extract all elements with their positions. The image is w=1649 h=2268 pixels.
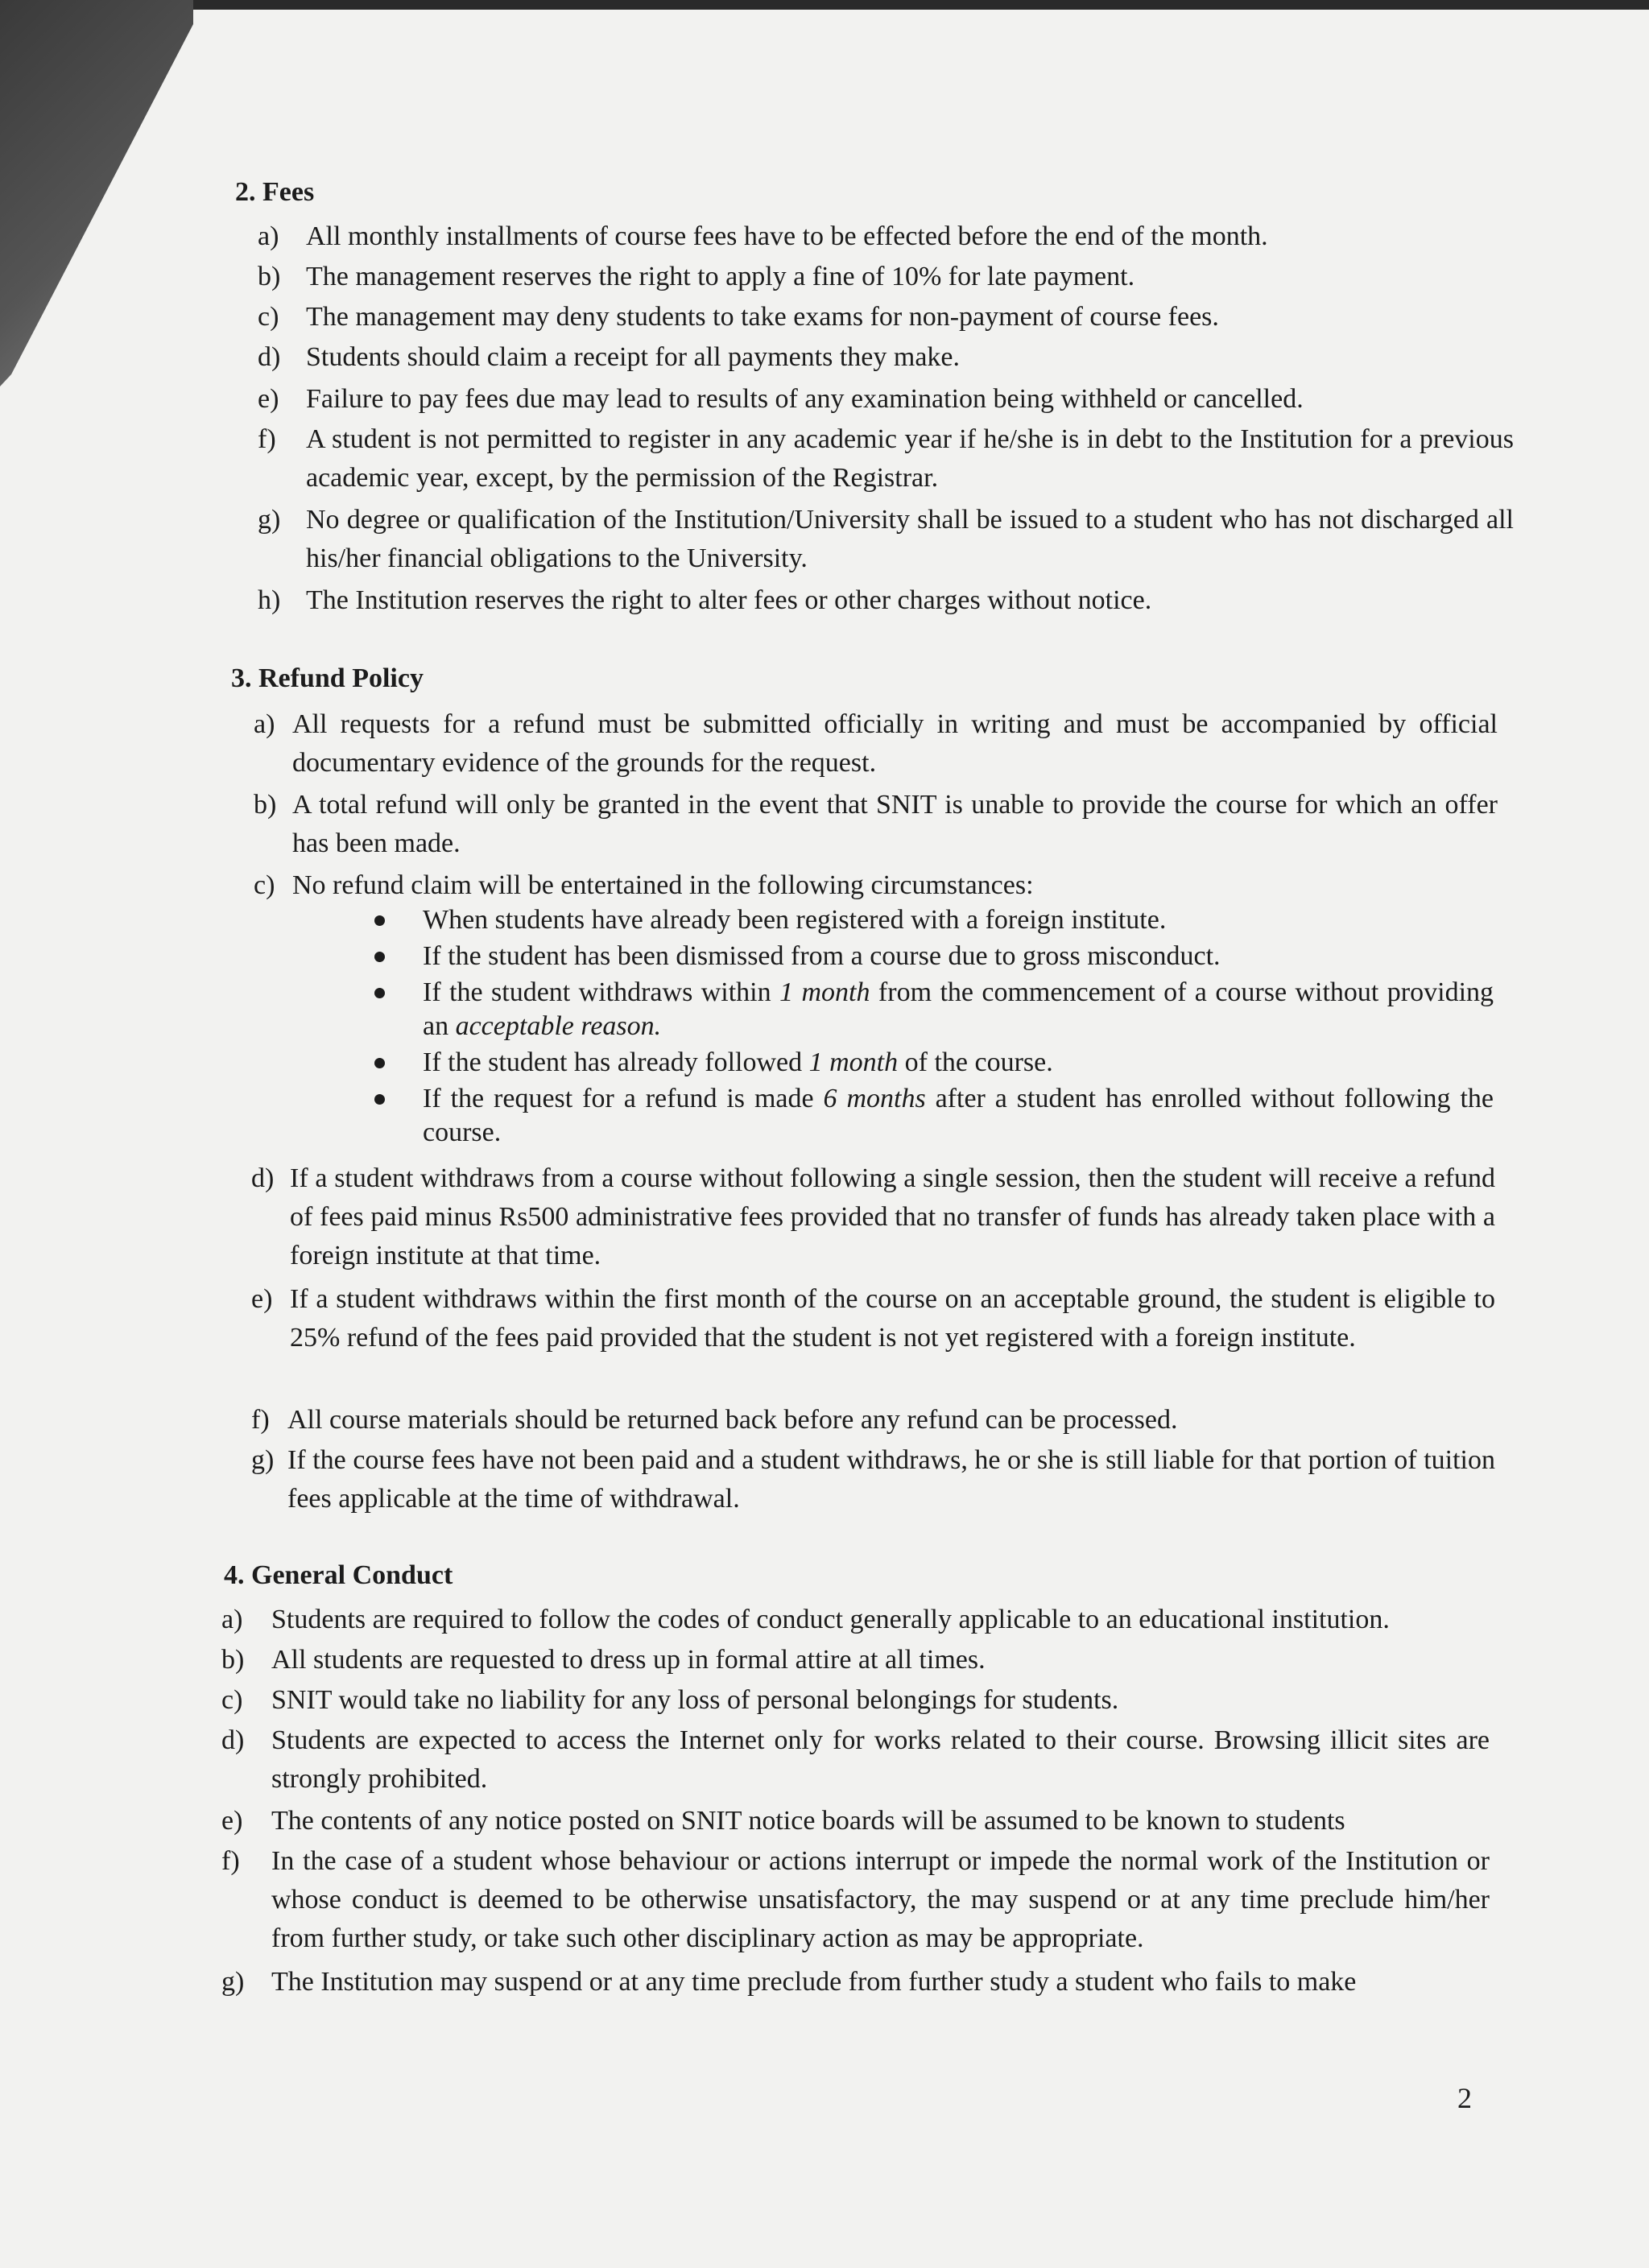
bullet-emphasis: acceptable reason. — [455, 1011, 662, 1041]
bullet-text: after a student has enrolled without following the course. — [423, 1084, 1494, 1147]
item-label: g) — [251, 1445, 275, 1475]
list-item — [254, 705, 1498, 783]
item-text: All students are requested to dress up in formal attire at all times. — [271, 1645, 986, 1675]
list-item — [258, 298, 1514, 337]
item-label: a) — [221, 1605, 243, 1634]
bullet-item — [423, 1082, 1494, 1150]
item-text: SNIT would take no liability for any loss of personal belongings for students. — [271, 1685, 1119, 1715]
item-label: c) — [258, 302, 279, 332]
item-text: All requests for a refund must be submitted officially in writing and must be accompanied by official documentary evidence of the grounds for the request. — [292, 709, 1498, 778]
list-item — [258, 380, 1514, 419]
item-label: e) — [221, 1806, 243, 1836]
list-item — [221, 1721, 1490, 1799]
list-item — [258, 420, 1514, 498]
bullet-text: If the request for a refund is made — [423, 1084, 824, 1113]
item-text: Students are required to follow the codes of conduct generally applicable to an educational institution. — [271, 1605, 1390, 1634]
bullet-text: from the commencement of a course without providing an — [423, 977, 1494, 1041]
item-text: Failure to pay fees due may lead to results of any examination being withheld or cancelled. — [306, 384, 1304, 414]
item-text: No degree or qualification of the Institution/University shall be issued to a student who has not discharged all his/her financial obligations to the University. — [306, 505, 1514, 573]
item-text: The Institution reserves the right to alter fees or other charges without notice. — [306, 585, 1152, 615]
list-item — [258, 581, 1514, 620]
item-text: A student is not permitted to register in any academic year if he/she is in debt to the Institution for a previous academic year, except, by the permission of the Registrar. — [306, 424, 1514, 493]
item-text: The contents of any notice posted on SNIT notice boards will be assumed to be known to students — [271, 1806, 1345, 1836]
bullet-item — [423, 1046, 1494, 1080]
item-label: b) — [258, 262, 281, 291]
item-label: g) — [258, 505, 281, 535]
bullet-emphasis: 6 months — [823, 1084, 926, 1113]
bullet-text: If the student has already followed — [423, 1047, 809, 1077]
section-heading-fees: 2. Fees — [235, 177, 315, 207]
item-label: e) — [258, 384, 279, 414]
bullet-icon — [374, 1058, 385, 1068]
list-item — [221, 1681, 1490, 1720]
list-item — [254, 786, 1498, 863]
bullet-item — [423, 976, 1494, 1043]
item-text: Students should claim a receipt for all payments they make. — [306, 342, 960, 372]
item-label: e) — [251, 1284, 273, 1314]
item-label: b) — [254, 790, 277, 820]
item-text: Students are expected to access the Internet only for works related to their course. Browsing illicit sites are strongly prohibited. — [271, 1725, 1490, 1794]
list-item — [254, 866, 1498, 905]
item-label: d) — [251, 1163, 275, 1193]
list-item — [221, 1963, 1490, 2002]
item-text: All monthly installments of course fees have to be effected before the end of the month. — [306, 221, 1268, 251]
list-item — [221, 1641, 1490, 1679]
item-text: If a student withdraws within the first month of the course on an acceptable ground, the student is eligible to 25% refund of the fees paid provided that the student is not yet registered with a foreign institute. — [290, 1284, 1495, 1353]
item-label: h) — [258, 585, 281, 615]
bullet-item — [423, 940, 1494, 973]
item-text: The management reserves the right to apply a fine of 10% for late payment. — [306, 262, 1135, 291]
item-label: a) — [254, 709, 275, 739]
bullet-emphasis: 1 month — [808, 1047, 899, 1077]
bullet-icon — [374, 952, 385, 962]
page-number: 2 — [1457, 2082, 1472, 2114]
item-label: f) — [251, 1405, 270, 1435]
item-text: The management may deny students to take exams for non-payment of course fees. — [306, 302, 1219, 332]
item-text: If the course fees have not been paid and a student withdraws, he or she is still liable for that portion of tuition fees applicable at the time of withdrawal. — [287, 1445, 1495, 1514]
item-text: A total refund will only be granted in the event that SNIT is unable to provide the course for which an offer has been made. — [292, 790, 1498, 858]
list-item — [251, 1401, 1495, 1440]
bullet-icon — [374, 1094, 385, 1105]
list-item — [258, 258, 1514, 296]
list-item — [221, 1842, 1490, 1958]
item-label: a) — [258, 221, 279, 251]
list-item — [251, 1280, 1495, 1396]
item-label: c) — [221, 1685, 243, 1715]
section-heading-general-conduct: 4. General Conduct — [224, 1560, 453, 1590]
list-item — [258, 217, 1514, 256]
bullet-icon — [374, 988, 385, 998]
bullet-emphasis: 1 month — [779, 977, 870, 1007]
item-text: If a student withdraws from a course without following a single session, then the student will receive a refund of fees paid minus Rs500 administrative fees provided that no transfer of funds has already taken place with a foreign institute at that time. — [290, 1163, 1495, 1270]
item-label: g) — [221, 1967, 245, 1997]
bullet-item — [423, 903, 1494, 937]
bullet-text: of the course. — [898, 1047, 1053, 1077]
bullet-text: When students have already been registered with a foreign institute. — [423, 905, 1167, 935]
item-label: b) — [221, 1645, 245, 1675]
item-text: No refund claim will be entertained in the following circumstances: — [292, 870, 1034, 900]
bullet-text: If the student has been dismissed from a course due to gross misconduct. — [423, 941, 1221, 971]
item-text: The Institution may suspend or at any time preclude from further study a student who fails to make — [271, 1967, 1357, 1997]
list-item — [221, 1802, 1490, 1840]
item-label: f) — [221, 1846, 240, 1876]
list-item — [251, 1441, 1495, 1518]
section-heading-refund-policy: 3. Refund Policy — [231, 663, 424, 693]
bullet-icon — [374, 915, 385, 926]
list-item — [258, 501, 1514, 578]
bullet-text: If the student withdraws within — [423, 977, 780, 1007]
item-text: In the case of a student whose behaviour or actions interrupt or impede the normal work of the Institution or whose conduct is deemed to be otherwise unsatisfactory, the may suspend or at any time preclude him/her from further study, or take such other disciplinary action as may be appropriate. — [271, 1846, 1490, 1953]
item-label: d) — [221, 1725, 245, 1755]
item-label: f) — [258, 424, 276, 454]
list-item — [251, 1159, 1495, 1275]
list-item — [221, 1601, 1490, 1639]
list-item — [258, 338, 1514, 377]
item-label: d) — [258, 342, 281, 372]
item-text: All course materials should be returned back before any refund can be processed. — [287, 1405, 1178, 1435]
item-label: c) — [254, 870, 275, 900]
